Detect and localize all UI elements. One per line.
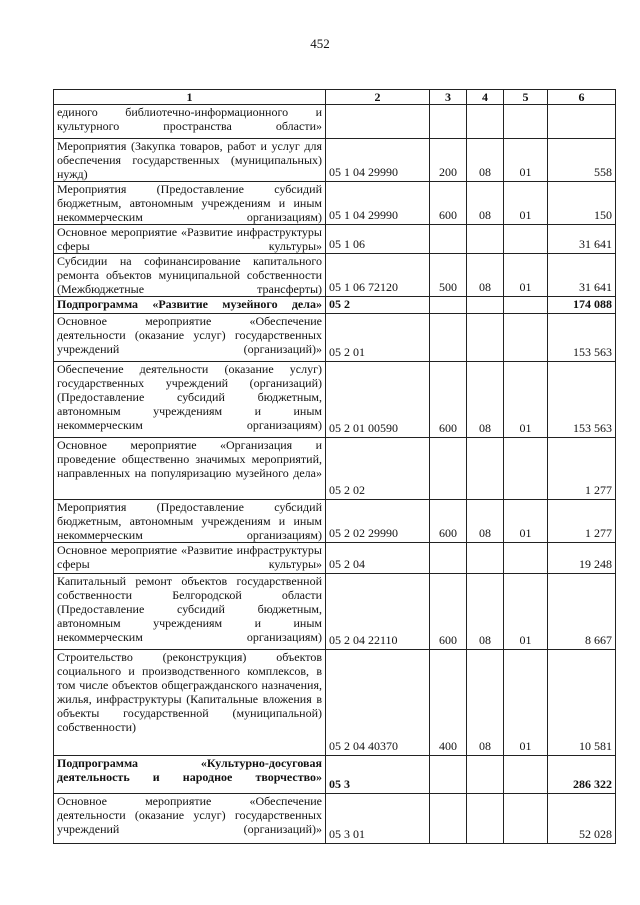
row-section: 08 <box>467 500 504 543</box>
row-code: 05 2 01 <box>326 314 430 362</box>
table-row <box>54 543 616 574</box>
row-amount: 286 322 <box>548 756 616 794</box>
row-subsection <box>504 105 548 139</box>
row-section: 08 <box>467 139 504 182</box>
row-section <box>467 105 504 139</box>
row-amount: 1 277 <box>548 438 616 500</box>
row-subsection <box>504 297 548 314</box>
row-subsection: 01 <box>504 182 548 225</box>
row-subsection <box>504 314 548 362</box>
table-row <box>54 182 616 225</box>
row-amount: 8 667 <box>548 574 616 650</box>
row-section: 08 <box>467 650 504 756</box>
row-section: 08 <box>467 182 504 225</box>
row-expense-type <box>430 794 467 844</box>
row-name: Основное мероприятие «Развитие инфраструктуры сферы культуры» <box>54 543 326 574</box>
row-section: 08 <box>467 362 504 438</box>
table-row <box>54 500 616 543</box>
row-name: Основное мероприятие «Развитие инфраструктуры сферы культуры» <box>54 225 326 254</box>
row-section <box>467 438 504 500</box>
page-number: 452 <box>310 36 330 51</box>
row-subsection: 01 <box>504 574 548 650</box>
budget-table <box>53 89 616 844</box>
row-code: 05 1 04 29990 <box>326 182 430 225</box>
row-amount: 52 028 <box>548 794 616 844</box>
row-subsection: 01 <box>504 139 548 182</box>
header-cell: 6 <box>548 90 616 105</box>
table-row <box>54 574 616 650</box>
table-row <box>54 225 616 254</box>
row-subsection <box>504 225 548 254</box>
row-code: 05 1 06 72120 <box>326 254 430 297</box>
row-name: Субсидии на софинансирование капитального ремонта объектов муниципальной собственности (Межбюджетные трансферты) <box>54 254 326 297</box>
row-subsection <box>504 543 548 574</box>
row-section <box>467 225 504 254</box>
row-subsection <box>504 756 548 794</box>
row-subsection: 01 <box>504 362 548 438</box>
table-row <box>54 314 616 362</box>
row-name: единого библиотечно-информационного и культурного пространства области» <box>54 105 326 139</box>
header-cell: 2 <box>326 90 430 105</box>
row-code: 05 2 01 00590 <box>326 362 430 438</box>
row-expense-type <box>430 756 467 794</box>
row-amount: 1 277 <box>548 500 616 543</box>
row-name: Основное мероприятие «Обеспечение деятельности (оказание услуг) государственных учреждений (организаций)» <box>54 314 326 362</box>
row-expense-type <box>430 314 467 362</box>
row-expense-type: 600 <box>430 574 467 650</box>
row-code: 05 2 02 29990 <box>326 500 430 543</box>
row-code: 05 2 04 40370 <box>326 650 430 756</box>
row-section: 08 <box>467 254 504 297</box>
table-row <box>54 139 616 182</box>
row-section <box>467 297 504 314</box>
row-expense-type <box>430 543 467 574</box>
row-code: 05 2 04 <box>326 543 430 574</box>
row-expense-type: 500 <box>430 254 467 297</box>
row-name: Мероприятия (Предоставление субсидий бюджетным, автономным учреждениям и иным некоммерческим организациям) <box>54 500 326 543</box>
row-code: 05 1 04 29990 <box>326 139 430 182</box>
row-amount: 19 248 <box>548 543 616 574</box>
row-code: 05 1 06 <box>326 225 430 254</box>
row-subsection: 01 <box>504 650 548 756</box>
row-subsection: 01 <box>504 500 548 543</box>
row-amount: 31 641 <box>548 225 616 254</box>
header-cell: 3 <box>430 90 467 105</box>
table-row <box>54 438 616 500</box>
row-expense-type <box>430 105 467 139</box>
row-name: Подпрограмма «Культурно-досуговая деятельность и народное творчество» <box>54 756 326 794</box>
row-code: 05 2 02 <box>326 438 430 500</box>
table-row <box>54 794 616 844</box>
row-amount: 150 <box>548 182 616 225</box>
row-name: Мероприятия (Предоставление субсидий бюджетным, автономным учреждениям и иным некоммерческим организациям) <box>54 182 326 225</box>
row-name: Строительство (реконструкция) объектов социального и производственного комплексов, в том числе объектов общегражданского назначения, жилья, инфраструктуры (Капитальные вложения в объекты государственной (муниципальной) собственности) <box>54 650 326 756</box>
row-code: 05 3 01 <box>326 794 430 844</box>
row-section <box>467 314 504 362</box>
row-expense-type <box>430 438 467 500</box>
row-section: 08 <box>467 574 504 650</box>
row-name: Основное мероприятие «Обеспечение деятельности (оказание услуг) государственных учреждений (организаций)» <box>54 794 326 844</box>
header-cell: 4 <box>467 90 504 105</box>
table-row <box>54 756 616 794</box>
table-row <box>54 362 616 438</box>
table-row <box>54 297 616 314</box>
table-row <box>54 650 616 756</box>
row-code <box>326 105 430 139</box>
row-name: Обеспечение деятельности (оказание услуг) государственных учреждений (организаций) (Предоставление субсидий бюджетным, автономным учреждениям и иным некоммерческим организациям) <box>54 362 326 438</box>
row-expense-type <box>430 225 467 254</box>
row-subsection <box>504 794 548 844</box>
row-code: 05 2 04 22110 <box>326 574 430 650</box>
row-code: 05 2 <box>326 297 430 314</box>
row-subsection: 01 <box>504 254 548 297</box>
row-amount: 153 563 <box>548 362 616 438</box>
row-name: Основное мероприятие «Организация и проведение общественно значимых мероприятий, направленных на популяризацию музейного дела» <box>54 438 326 500</box>
row-amount: 10 581 <box>548 650 616 756</box>
row-expense-type <box>430 297 467 314</box>
row-amount: 174 088 <box>548 297 616 314</box>
table-body <box>54 90 616 844</box>
row-expense-type: 600 <box>430 500 467 543</box>
row-section <box>467 543 504 574</box>
row-amount <box>548 105 616 139</box>
row-amount: 31 641 <box>548 254 616 297</box>
row-subsection <box>504 438 548 500</box>
row-expense-type: 600 <box>430 362 467 438</box>
header-cell: 1 <box>54 90 326 105</box>
row-code: 05 3 <box>326 756 430 794</box>
table-header-row <box>54 90 616 105</box>
row-section <box>467 756 504 794</box>
row-expense-type: 600 <box>430 182 467 225</box>
row-amount: 558 <box>548 139 616 182</box>
table-row <box>54 254 616 297</box>
table-row <box>54 105 616 139</box>
header-cell: 5 <box>504 90 548 105</box>
row-expense-type: 200 <box>430 139 467 182</box>
row-name: Мероприятия (Закупка товаров, работ и услуг для обеспечения государственных (муниципальных) нужд) <box>54 139 326 182</box>
row-amount: 153 563 <box>548 314 616 362</box>
row-section <box>467 794 504 844</box>
row-name: Подпрограмма «Развитие музейного дела» <box>54 297 326 314</box>
row-expense-type: 400 <box>430 650 467 756</box>
row-name: Капитальный ремонт объектов государственной собственности Белгородской области (Предоставление субсидий бюджетным, автономным учреждениям и иным некоммерческим организациям) <box>54 574 326 650</box>
